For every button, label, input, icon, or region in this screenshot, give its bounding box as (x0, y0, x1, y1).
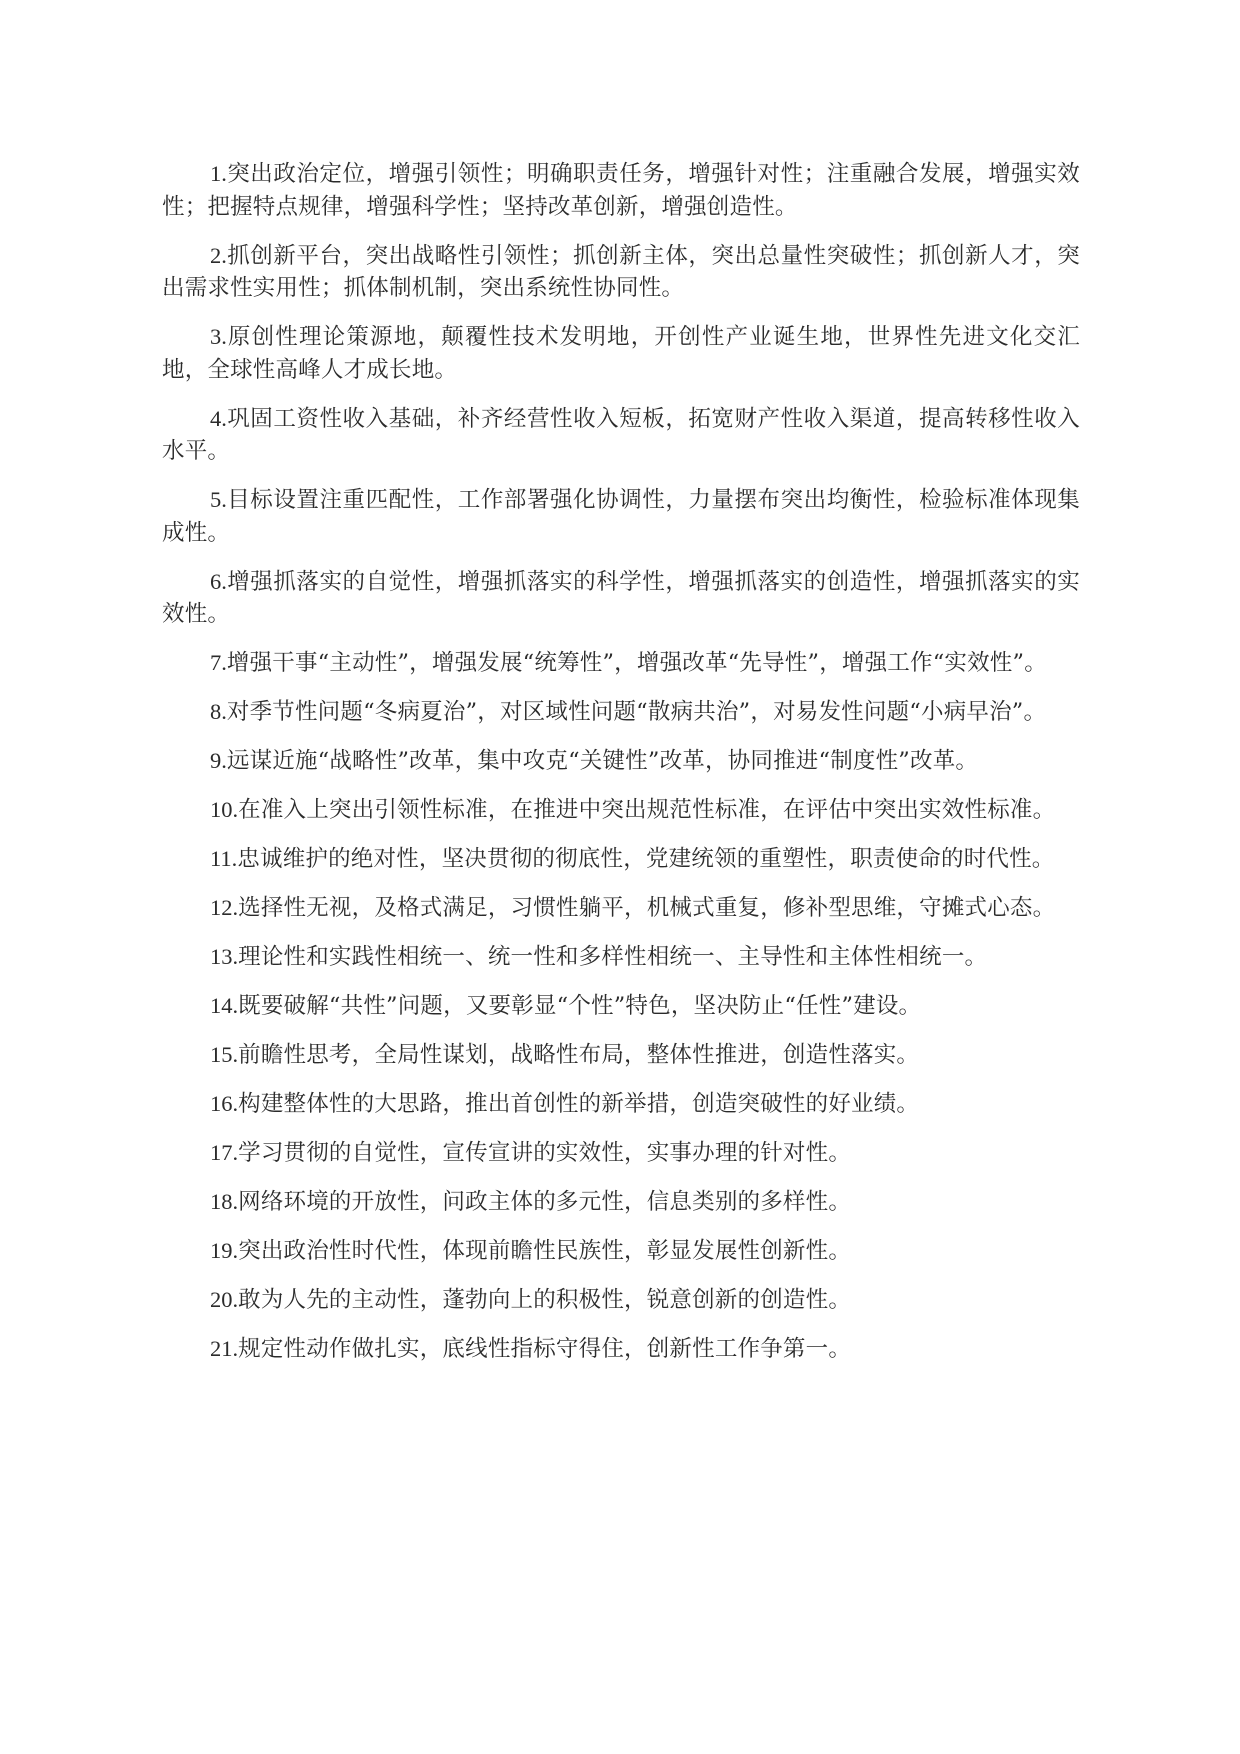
list-item (162, 1088, 1080, 1121)
item-text: 增强干事“主动性”，增强发展“统筹性”，增强改革“先导性”，增强工作“实效性”。 (226, 650, 1047, 676)
item-text: 敢为人先的主动性，蓬勃向上的积极性，锐意创新的创造性。 (238, 1287, 852, 1313)
list-item (162, 1186, 1080, 1219)
list-item (162, 484, 1080, 549)
item-number: 3. (210, 324, 227, 349)
list-item (162, 843, 1080, 876)
list-item (162, 1284, 1080, 1317)
document-body (162, 158, 1080, 1382)
item-text: 既要破解“共性”问题，又要彰显“个性”特色，坚决防止“任性”建设。 (238, 993, 922, 1019)
item-text: 理论性和实践性相统一、统一性和多样性相统一、主导性和主体性相统一。 (238, 944, 988, 970)
item-number: 1. (210, 161, 227, 186)
item-text: 远谋近施“战略性”改革，集中攻克“关键性”改革，协同推进“制度性”改革。 (226, 748, 979, 774)
list-item (162, 1137, 1080, 1170)
item-number: 7. (210, 650, 227, 675)
item-text: 忠诚维护的绝对性，坚决贯彻的彻底性，党建统领的重塑性，职责使命的时代性。 (237, 846, 1055, 872)
item-number: 8. (210, 699, 227, 724)
list-item (162, 240, 1080, 305)
item-number: 15. (210, 1042, 239, 1067)
item-number: 17. (210, 1140, 239, 1165)
item-text: 对季节性问题“冬病夏治”，对区域性问题“散病共治”，对易发性问题“小病早治”。 (226, 699, 1047, 725)
list-item (162, 1039, 1080, 1072)
list-item (162, 892, 1080, 925)
item-number: 6. (210, 568, 227, 594)
list-item (162, 566, 1080, 631)
list-item (162, 403, 1080, 468)
item-number: 11. (210, 846, 238, 871)
item-number: 18. (210, 1189, 239, 1214)
item-number: 16. (210, 1091, 239, 1116)
item-number: 20. (210, 1287, 239, 1312)
item-text: 突出政治性时代性，体现前瞻性民族性，彰显发展性创新性。 (238, 1238, 852, 1264)
list-item (162, 321, 1080, 386)
item-text: 网络环境的开放性，问政主体的多元性，信息类别的多样性。 (238, 1189, 852, 1215)
item-text: 规定性动作做扎实，底线性指标守得住，创新性工作争第一。 (238, 1336, 852, 1362)
item-text: 选择性无视，及格式满足，习惯性躺平，机械式重复，修补型思维，守摊式心态。 (238, 895, 1056, 921)
item-number: 10. (210, 797, 239, 822)
item-text: 在准入上突出引领性标准，在推进中突出规范性标准，在评估中突出实效性标准。 (238, 797, 1056, 823)
list-item (162, 1235, 1080, 1268)
list-item (162, 647, 1080, 680)
item-number: 4. (210, 405, 227, 431)
item-number: 5. (210, 487, 227, 512)
item-number: 2. (210, 242, 227, 268)
item-number: 19. (210, 1238, 239, 1263)
item-text: 目标设置注重匹配性，工作部署强化协调性，力量摆布突出均衡性，检验标准体现集成性。 (162, 487, 1080, 546)
item-number: 9. (210, 748, 227, 773)
item-text: 增强抓落实的自觉性，增强抓落实的科学性，增强抓落实的创造性，增强抓落实的实效性。 (162, 568, 1080, 627)
list-item (162, 941, 1080, 974)
list-item (162, 794, 1080, 827)
item-text: 前瞻性思考，全局性谋划，战略性布局，整体性推进，创造性落实。 (238, 1042, 920, 1068)
item-text: 构建整体性的大思路，推出首创性的新举措，创造突破性的好业绩。 (238, 1091, 920, 1117)
list-item (162, 158, 1080, 223)
item-number: 13. (210, 944, 239, 969)
item-text: 突出政治定位，增强引领性；明确职责任务，增强针对性；注重融合发展，增强实效性；把握特点规律，增强科学性；坚持改革创新，增强创造性。 (162, 161, 1080, 220)
item-number: 14. (210, 993, 239, 1018)
item-text: 原创性理论策源地，颠覆性技术发明地，开创性产业诞生地，世界性先进文化交汇地，全球性高峰人才成长地。 (162, 324, 1080, 383)
list-item (162, 745, 1080, 778)
item-number: 12. (210, 895, 239, 920)
list-item (162, 990, 1080, 1023)
item-text: 巩固工资性收入基础，补齐经营性收入短板，拓宽财产性收入渠道，提高转移性收入水平。 (162, 405, 1080, 464)
item-text: 学习贯彻的自觉性，宣传宣讲的实效性，实事办理的针对性。 (238, 1140, 852, 1166)
item-number: 21. (210, 1336, 239, 1361)
list-item (162, 1333, 1080, 1366)
item-text: 抓创新平台，突出战略性引领性；抓创新主体，突出总量性突破性；抓创新人才，突出需求性实用性；抓体制机制，突出系统性协同性。 (162, 242, 1080, 301)
list-item (162, 696, 1080, 729)
